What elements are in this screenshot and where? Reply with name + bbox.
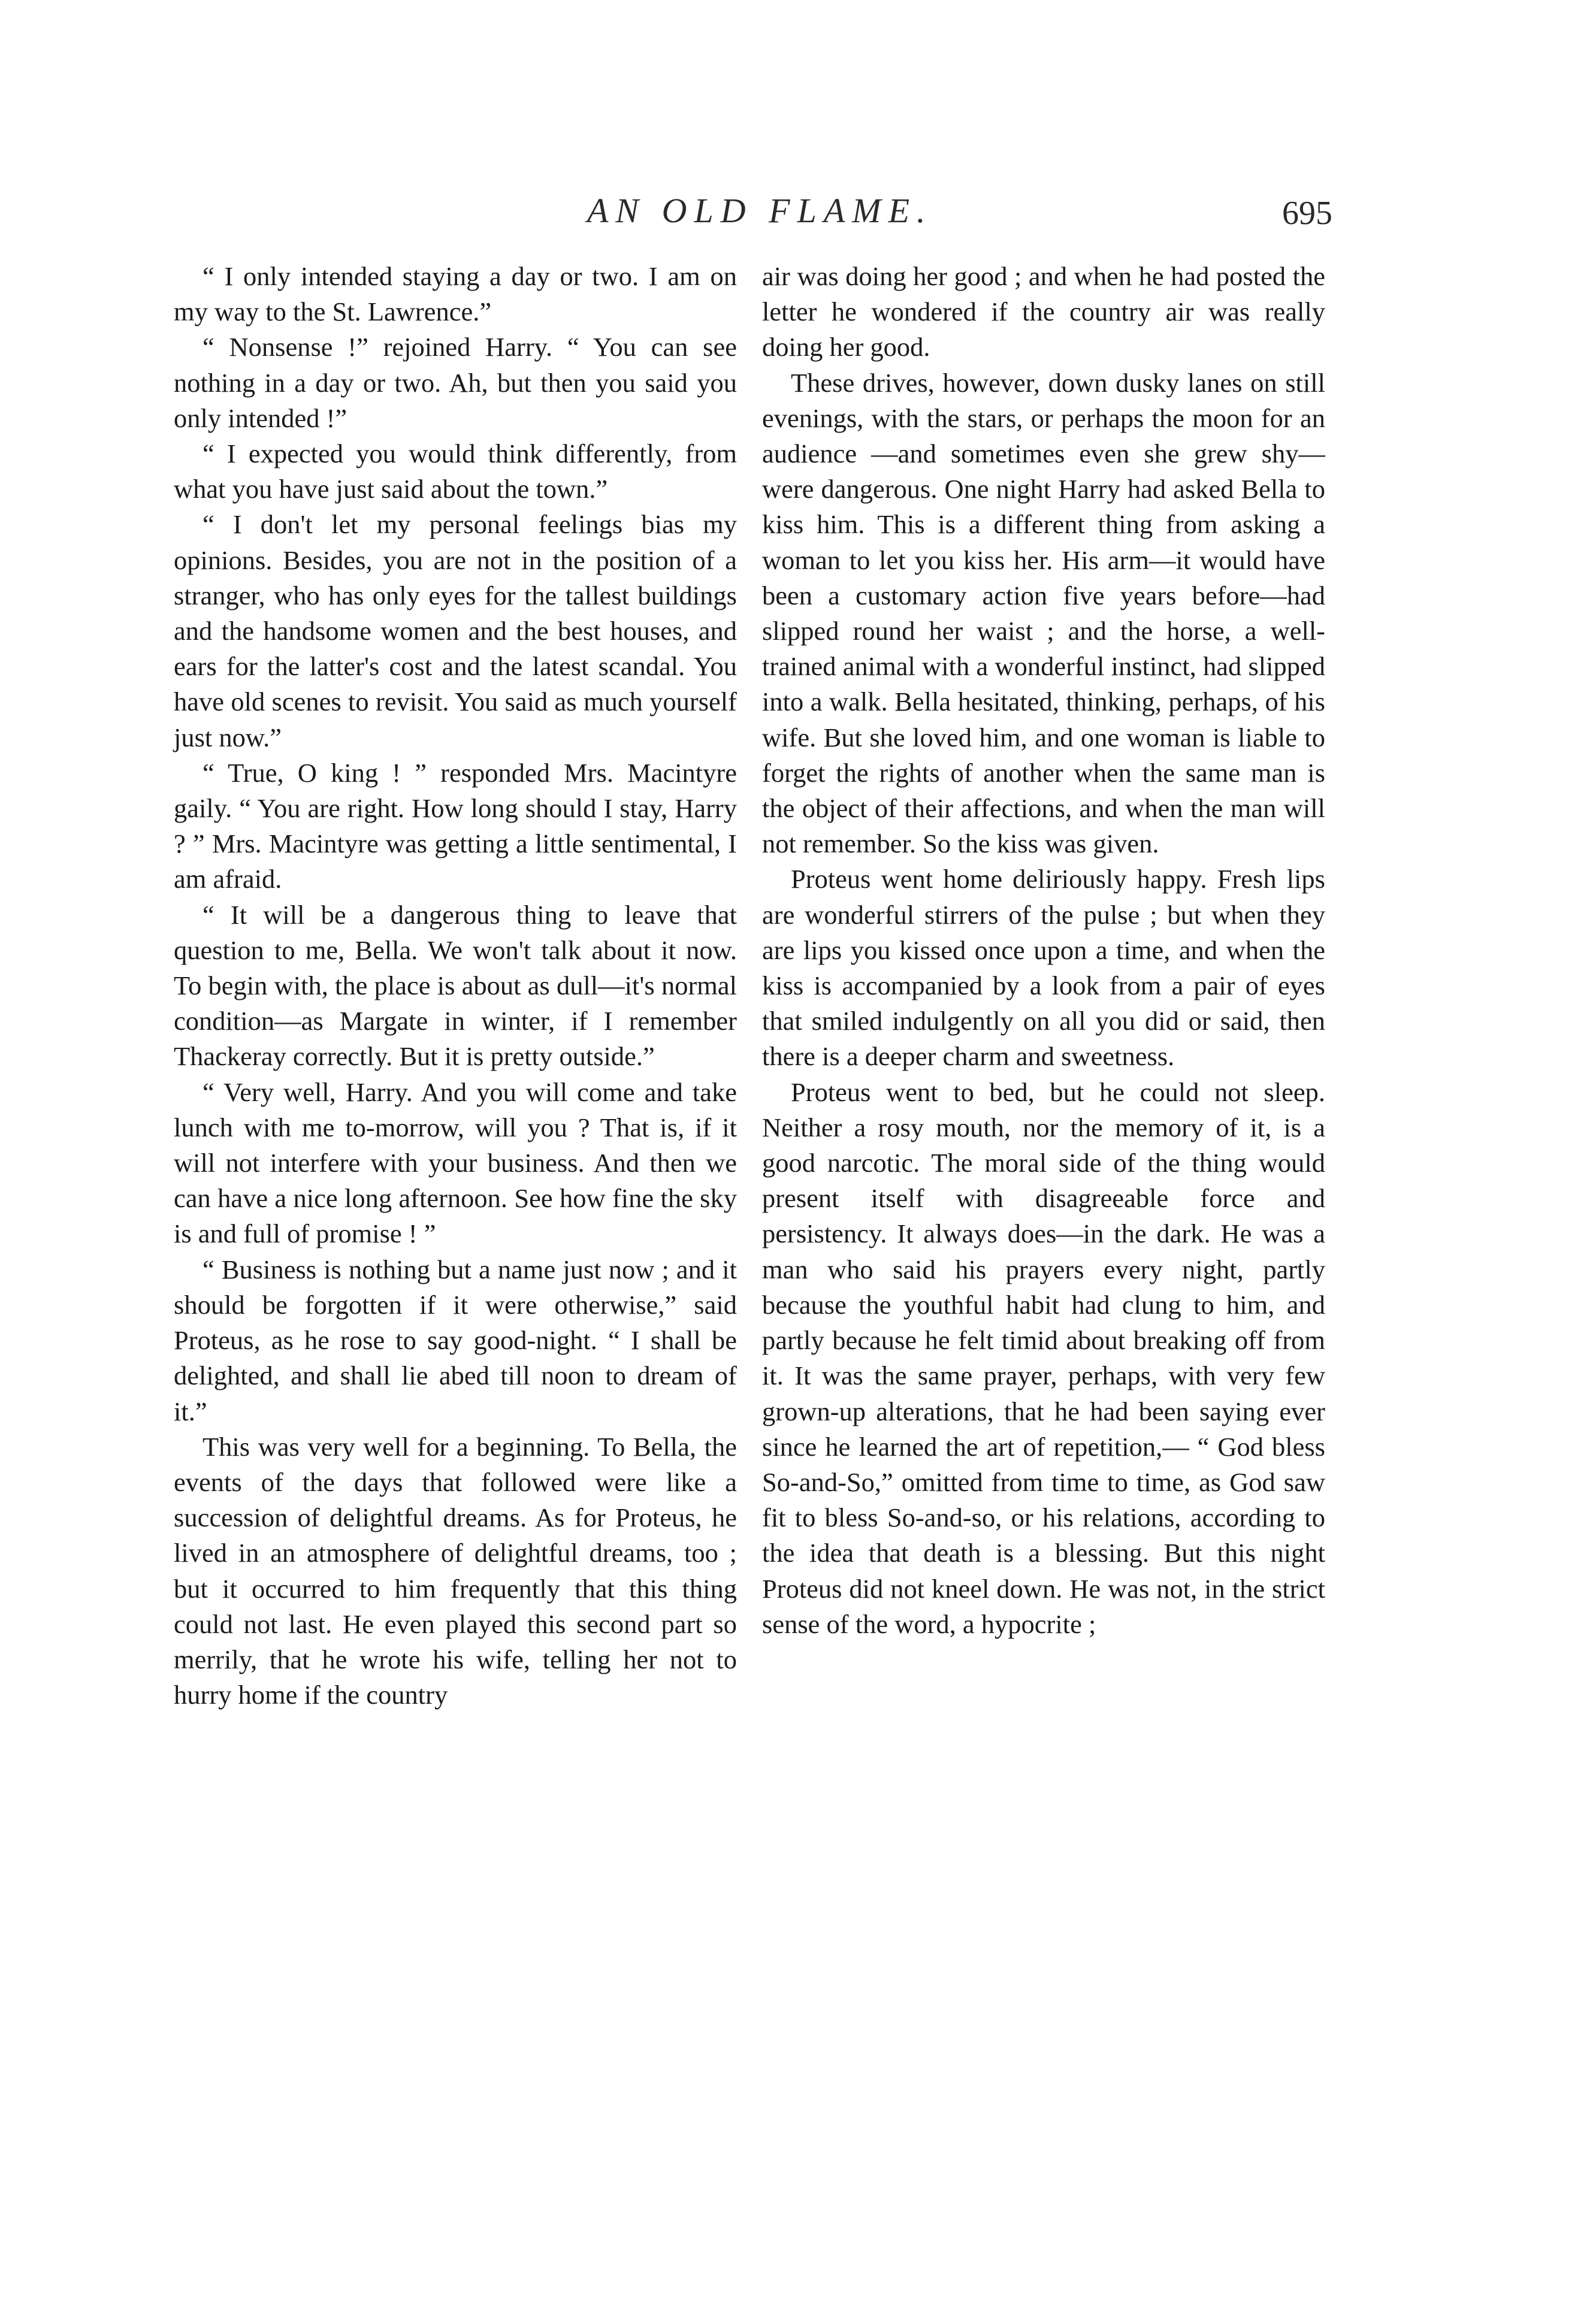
page-number: 695 <box>1282 195 1332 232</box>
paragraph: “ Business is nothing but a name just now ; and it should be forgotten if it were otherwise,” said Proteus, as he rose to say good-night. “ I shall be delighted, and shall lie abed till noon to dream of it.” <box>174 1254 737 1426</box>
paragraph: “ I only intended staying a day or two. I am on my way to the St. Lawrence.” <box>174 261 737 327</box>
paragraph: Proteus went to bed, but he could not sleep. Neither a rosy mouth, nor the memory of it, is a good narcotic. The moral side of the thing would present itself with disagreeable force and persistency. It always does—in the dark. He was a man who said his prayers every night, partly because the youthful habit had clung to him, and partly because he felt timid about breaking off from it. It was the same prayer, perhaps, with very few grown-up alterations, that he had been saying ever since he learned the art of repetition,— “ God bless So-and-So,” omitted from time to time, as God saw fit to bless So-and-so, or his relations, according to the idea that death is a blessing. But this night Proteus did not kneel down. He was not, in the strict sense of the word, a hypocrite ; <box>762 1077 1325 1639</box>
paragraph-continued: air was doing her good ; and when he had posted the letter he wondered if the country air was really doing her good. <box>762 261 1325 362</box>
running-head <box>0 191 1596 238</box>
paragraph: Proteus went home deliriously happy. Fresh lips are wonderful stirrers of the pulse ; but when they are lips you kissed once upon a time, and when the kiss is accompanied by a look from a pair of eyes that smiled indulgently on all you did or said, then there is a deeper charm and sweetness. <box>762 864 1325 1072</box>
running-title: AN OLD FLAME. <box>587 191 933 230</box>
left-column <box>174 259 737 1713</box>
paragraph: These drives, however, down dusky lanes on still evenings, with the stars, or perhaps the moon for an audience —and sometimes even she grew shy— were dangerous. One night Harry had asked Bella to kiss him. This is a different thing from asking a woman to let you kiss her. His arm—it would have been a customary action five years before—had slipped round her waist ; and the horse, a well-trained animal with a wonderful instinct, had slipped into a walk. Bella hesitated, thinking, perhaps, of his wife. But she loved him, and one woman is liable to forget the rights of another when the same man is the object of their affections, and when the man will not remember. So the kiss was given. <box>762 367 1325 859</box>
paragraph: This was very well for a beginning. To Bella, the events of the days that followed were like a succession of delightful dreams. As for Proteus, he lived in an atmosphere of delightful dreams, too ; but it occurred to him frequently that this thing could not last. He even played this second part so merrily, that he wrote his wife, telling her not to hurry home if the country <box>174 1431 737 1710</box>
paragraph: “ Nonsense !” rejoined Harry. “ You can see nothing in a day or two. Ah, but then you said you only intended !” <box>174 332 737 433</box>
paragraph: “ I expected you would think differently, from what you have just said about the town.” <box>174 439 737 504</box>
paragraph: “ Very well, Harry. And you will come and take lunch with me to-morrow, will you ? That is, if it will not interfere with your business. And then we can have a nice long afternoon. See how fine the sky is and full of promise ! ” <box>174 1077 737 1249</box>
paragraph: “ It will be a dangerous thing to leave that question to me, Bella. We won't talk about it now. To begin with, the place is about as dull—it's normal condition—as Margate in winter, if I remember Thackeray correctly. But it is pretty outside.” <box>174 899 737 1072</box>
right-column <box>762 259 1325 1642</box>
paragraph: “ I don't let my personal feelings bias my opinions. Besides, you are not in the position of a stranger, who has only eyes for the tallest buildings and the handsome women and the best houses, and ears for the latter's cost and the latest scandal. You have old scenes to revisit. You said as much yourself just now.” <box>174 509 737 752</box>
paragraph: “ True, O king ! ” responded Mrs. Macintyre gaily. “ You are right. How long should I stay, Harry ? ” Mrs. Macintyre was getting a little sentimental, I am afraid. <box>174 757 737 894</box>
